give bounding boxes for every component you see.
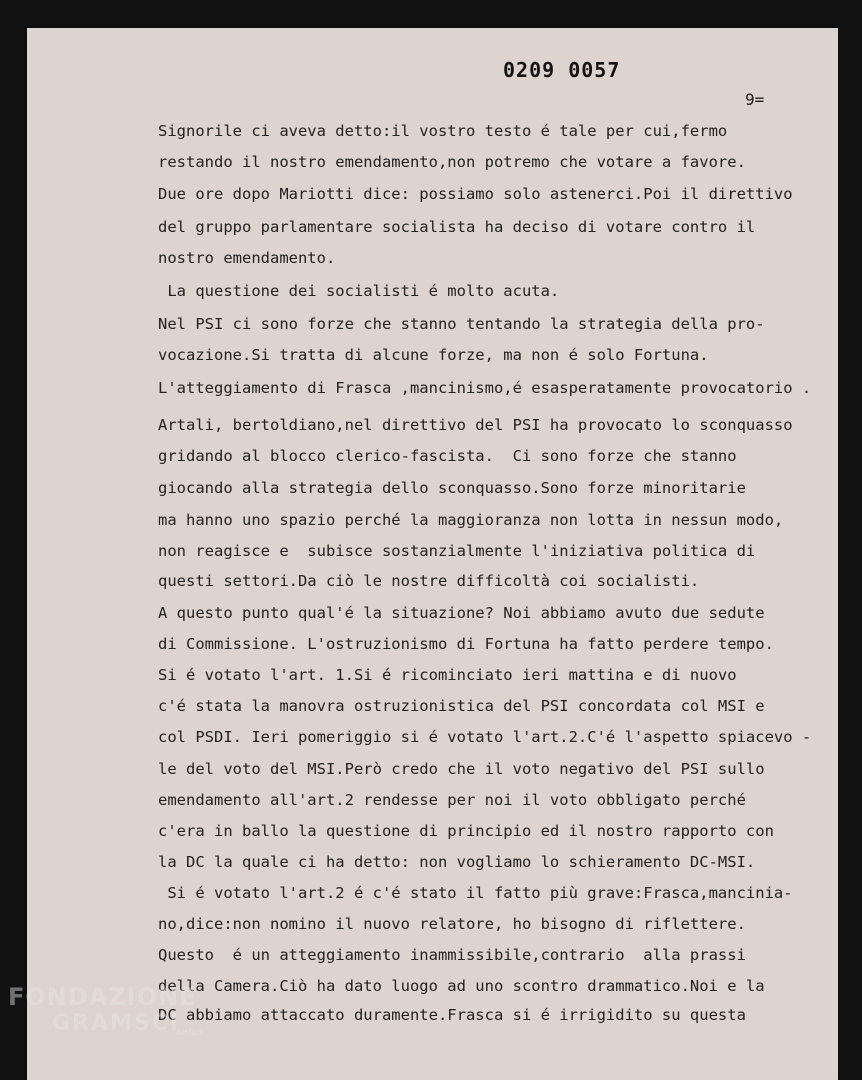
text-line: Si é votato l'art.2 é c'é stato il fatto più grave:Frasca,mancinia- — [158, 884, 793, 902]
text-line: Questo é un atteggiamento inammissibile,contrario alla prassi — [158, 946, 746, 964]
text-line: ma hanno uno spazio perché la maggioranza non lotta in nessun modo, — [158, 511, 784, 529]
text-line: gridando al blocco clerico-fascista. Ci sono forze che stanno — [158, 447, 737, 465]
logo-line-2: GRAMSCI — [52, 1011, 181, 1036]
fondazione-gramsci-logo — [8, 985, 203, 1038]
text-line: restando il nostro emendamento,non potremo che votare a favore. — [158, 153, 746, 171]
text-line: emendamento all'art.2 rendesse per noi il voto obbligato perché — [158, 791, 746, 809]
text-line: giocando alla strategia dello sconquasso.Sono forze minoritarie — [158, 479, 746, 497]
text-line: A questo punto qual'é la situazione? Noi abbiamo avuto due sedute — [158, 604, 765, 622]
logo-line-3: onlus — [176, 1028, 204, 1038]
text-line: vocazione.Si tratta di alcune forze, ma non é solo Fortuna. — [158, 346, 709, 364]
text-line: la DC la quale ci ha detto: non vogliamo lo schieramento DC-MSI. — [158, 853, 756, 871]
text-line: Due ore dopo Mariotti dice: possiamo solo astenerci.Poi il direttivo — [158, 185, 793, 203]
text-line: L'atteggiamento di Frasca ,mancinismo,é esasperatamente provocatorio . — [158, 379, 812, 397]
text-line: del gruppo parlamentare socialista ha deciso di votare contro il — [158, 218, 756, 236]
page-number: 9= — [745, 90, 765, 109]
text-line: Nel PSI ci sono forze che stanno tentando la strategia della pro- — [158, 315, 765, 333]
text-line: questi settori.Da ciò le nostre difficoltà coi socialisti. — [158, 572, 700, 590]
text-line: Si é votato l'art. 1.Si é ricominciato ieri mattina e di nuovo — [158, 666, 737, 684]
text-line: c'era in ballo la questione di principio ed il nostro rapporto con — [158, 822, 774, 840]
text-line: DC abbiamo attaccato duramente.Frasca si é irrigidito su questa — [158, 1006, 746, 1024]
text-line: La questione dei socialisti é molto acuta. — [158, 282, 560, 300]
logo-line-1: FONDAZIONE — [8, 983, 197, 1011]
text-line: della Camera.Ciò ha dato luogo ad uno scontro drammatico.Noi e la — [158, 977, 765, 995]
text-line: nostro emendamento. — [158, 249, 336, 267]
text-line: Signorile ci aveva detto:il vostro testo é tale per cui,fermo — [158, 122, 728, 140]
text-line: Artali, bertoldiano,nel direttivo del PSI ha provocato lo sconquasso — [158, 416, 793, 434]
text-line: c'é stata la manovra ostruzionistica del PSI concordata col MSI e — [158, 697, 765, 715]
text-line: no,dice:non nomino il nuovo relatore, ho bisogno di riflettere. — [158, 915, 746, 933]
text-line: non reagisce e subisce sostanzialmente l'iniziativa politica di — [158, 542, 756, 560]
text-line: le del voto del MSI.Però credo che il voto negativo del PSI sullo — [158, 760, 765, 778]
document-code: 0209 0057 — [503, 58, 621, 82]
text-line: di Commissione. L'ostruzionismo di Fortuna ha fatto perdere tempo. — [158, 635, 774, 653]
text-line: col PSDI. Ieri pomeriggio si é votato l'art.2.C'é l'aspetto spiacevo - — [158, 728, 812, 746]
